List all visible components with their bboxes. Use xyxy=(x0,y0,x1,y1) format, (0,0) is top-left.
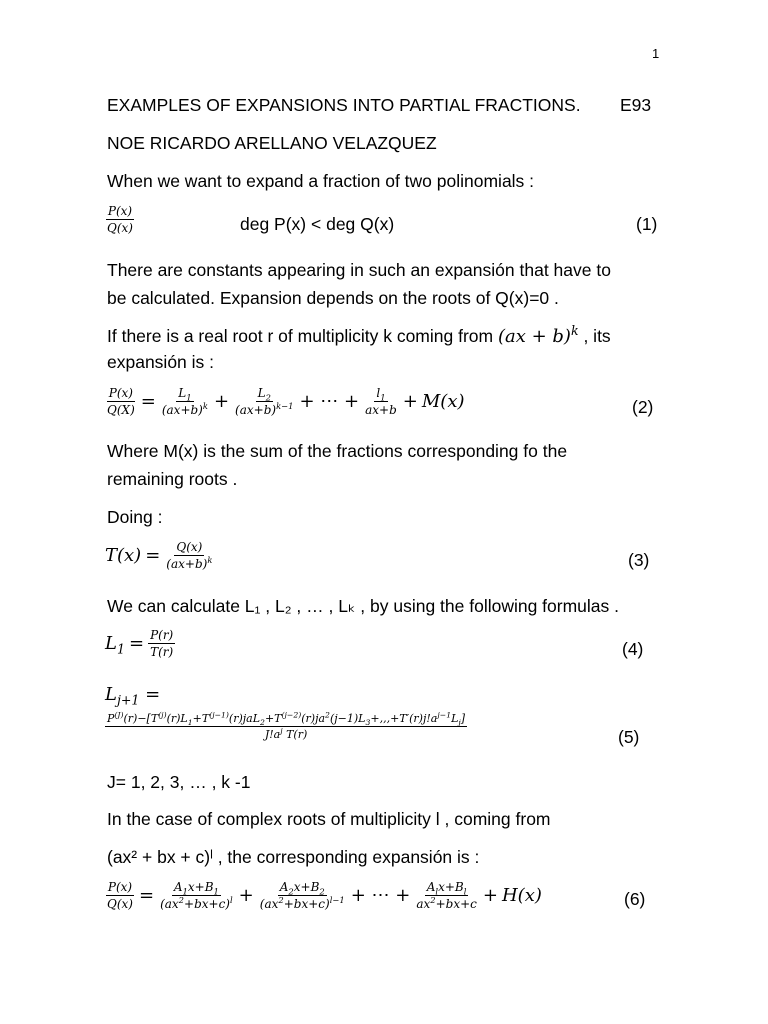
intro-text: When we want to expand a fraction of two polinomials : xyxy=(107,171,535,191)
j-range: J= 1, 2, 3, … , k -1 xyxy=(107,772,251,792)
paragraph-constants-line-2: be calculated. Expansion depends on the roots of Q(x)=0 . xyxy=(107,288,559,308)
equation-1-condition: deg P(x) < deg Q(x) xyxy=(240,214,395,234)
equation-5-fraction: $P^{(J)}(r)-[T^{(j)}(r)L_1+T^{(j-1)}(r)jaL_2+T^{(j-2)}(r)ja^2(j-1)L_3+,,,+T'(r)j!a^{j-1}L_j]$ $J!a^j$ T(r) xyxy=(107,710,466,741)
paragraph-real-root-text: If there is a real root r of multiplicity k coming from xyxy=(107,326,498,346)
paragraph-complex-roots-line-2: (ax² + bx + c)ˡ , the corresponding expansión is : xyxy=(107,847,480,867)
equation-6: $\frac{P(x)}{Q(x)}$ = $\frac{A_1x+B_1}{(ax^2+bx+c)^l}$ + $\frac{A_2x+B_2}{(ax^2+bx+c)^{l-1}}$ + ⋯ + $\frac{A_lx+B_l}{ax^2+bx+c}$ + H(x) xyxy=(107,880,542,911)
equation-number-4: (4) xyxy=(622,639,644,659)
paragraph-calculate: We can calculate L₁ , L₂ , … , Lₖ , by using the following formulas . xyxy=(107,596,620,616)
equation-number-3: (3) xyxy=(628,550,650,570)
paragraph-complex-roots-line-1: In the case of complex roots of multiplicity l , coming from xyxy=(107,809,551,829)
paragraph-remaining-line-2: remaining roots . xyxy=(107,469,238,489)
equation-5-lhs: $L_{j+1}$ = xyxy=(105,684,161,708)
paragraph-real-root-line-2: expansión is : xyxy=(107,352,215,372)
equation-number-1: (1) xyxy=(636,214,658,234)
author-name: NOE RICARDO ARELLANO VELAZQUEZ xyxy=(107,133,437,153)
document-title: EXAMPLES OF EXPANSIONS INTO PARTIAL FRACTIONS. xyxy=(107,95,581,115)
equation-number-5: (5) xyxy=(618,727,640,747)
equation-3: T(x) = $\frac{Q(x)}{(ax+b)^k}$ xyxy=(105,540,213,571)
real-root-factor: (ax + b)$^k$ xyxy=(497,323,579,347)
equation-1-fraction: $\frac{P(x)}{Q(x)}$ xyxy=(107,204,133,235)
page-number: 1 xyxy=(652,46,660,61)
equation-number-6: (6) xyxy=(624,889,646,909)
document-code: E93 xyxy=(620,95,652,115)
equation-number-2: (2) xyxy=(632,397,654,417)
paragraph-remaining-line-1: Where M(x) is the sum of the fractions corresponding fo the xyxy=(107,441,568,461)
paragraph-constants-line-1: There are constants appearing in such an expansión that have to xyxy=(107,260,611,280)
doing-label: Doing : xyxy=(107,507,163,527)
equation-2: $\frac{P(x)}{Q(X)}$ = $\frac{L_1}{(ax+b)^k}$ + $\frac{L_2}{(ax+b)^{k-1}}$ + ⋯ + $\frac{l_1}{ax+b}$ + M(x) xyxy=(107,386,465,417)
equation-4: $L_1$ = $\frac{P(r)}{T(r)}$ xyxy=(105,628,174,659)
paragraph-real-root-tail: , its xyxy=(578,326,611,346)
paragraph-real-root-line-1 xyxy=(107,323,611,347)
